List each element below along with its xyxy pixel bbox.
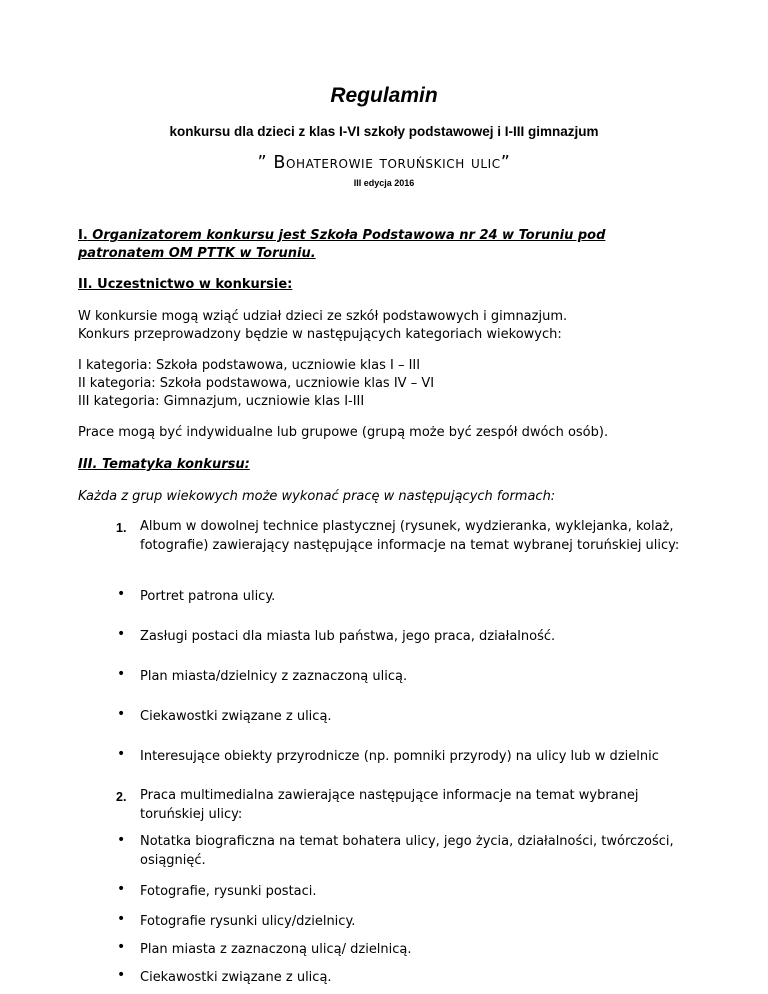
- document-subtitle: konkursu dla dzieci z klas I-VI szkoły podstawowej i I-III gimnazjum: [169, 124, 599, 139]
- category-1: I kategoria: Szkoła podstawowa, uczniowie klas I – III: [78, 358, 421, 373]
- section-1-number: I.: [78, 228, 88, 243]
- section-2-heading: [78, 276, 698, 294]
- item-2-bullet-1: Notatka biograficzna na temat bohatera ulicy, jego życia, działalności, twórczości, osiągnięć.: [140, 834, 674, 868]
- item-2-bullet-5: Ciekawostki związane z ulicą.: [140, 970, 332, 985]
- category-3: III kategoria: Gimnazjum, uczniowie klas I-III: [78, 394, 365, 409]
- section-2-para-2: Prace mogą być indywidualne lub grupowe (grupą może być zespół dwóch osób).: [78, 425, 609, 440]
- item-2-bullet-4: Plan miasta z zaznaczoną ulicą/ dzielnicą.: [140, 942, 412, 957]
- item-1-bullet-1: Portret patrona ulicy.: [140, 589, 276, 604]
- item-2-bullet-3: Fotografie rysunki ulicy/dzielnicy.: [140, 914, 356, 929]
- bullet-symbol: •: [117, 881, 126, 897]
- section-2-para-1-line-1: W konkursie mogą wziąć udział dzieci ze szkół podstawowych i gimnazjum.: [78, 309, 568, 324]
- bullet-symbol: •: [117, 832, 126, 848]
- item-1-bullet-4: Ciekawostki związane z ulicą.: [140, 709, 332, 724]
- item-1-bullet-2: Zasługi postaci dla miasta lub państwa, jego praca, działalność.: [140, 629, 556, 644]
- section-1-line-2: patronatem OM PTTK w Toruniu.: [78, 246, 316, 261]
- section-1-heading: [78, 227, 698, 245]
- bullet-symbol: •: [117, 939, 126, 955]
- item-1-text: Album w dowolnej technice plastycznej (rysunek, wydzieranka, wyklejanka, kolaż, fotografie) zawierający następujące informacje na temat wybranej toruńskiej ulicy:: [140, 519, 680, 553]
- bullet-symbol: •: [117, 626, 126, 642]
- edition-label: III edycja 2016: [353, 178, 415, 188]
- item-1-bullet-5: Interesujące obiekty przyrodnicze (np. pomniki przyrody) na ulicy lub w dzielnic: [140, 749, 659, 764]
- section-1-line-1: Organizatorem konkursu jest Szkoła Podstawowa nr 24 w Toruniu pod: [87, 228, 606, 243]
- section-3-intro: Każda z grup wiekowych może wykonać pracę w następujących formach:: [78, 489, 556, 504]
- item-2-number: 2.: [116, 790, 127, 804]
- bullet-symbol: •: [117, 746, 126, 762]
- item-1-number: 1.: [116, 521, 127, 535]
- bullet-symbol: •: [117, 706, 126, 722]
- document-title: Regulamin: [330, 84, 438, 107]
- contest-name: ” Bohaterowie toruńskich ulic”: [257, 153, 511, 173]
- bullet-symbol: •: [117, 666, 126, 682]
- bullet-symbol: •: [117, 586, 126, 602]
- category-2: II kategoria: Szkoła podstawowa, uczniowie klas IV – VI: [78, 376, 435, 391]
- item-1-bullet-3: Plan miasta/dzielnicy z zaznaczoną ulicą.: [140, 669, 408, 684]
- bullet-symbol: •: [117, 911, 126, 927]
- item-2-bullet-2: Fotografie, rysunki postaci.: [140, 884, 317, 899]
- section-2-para-1-line-2: Konkurs przeprowadzony będzie w następujących kategoriach wiekowych:: [78, 327, 562, 342]
- bullet-symbol: •: [117, 967, 126, 983]
- item-2-text: Praca multimedialna zawierające następujące informacje na temat wybranej toruńskiej ulicy:: [140, 788, 639, 822]
- section-2-heading-text: II. Uczestnictwo w konkursie:: [78, 277, 293, 292]
- section-3-heading: III. Tematyka konkursu:: [78, 457, 250, 472]
